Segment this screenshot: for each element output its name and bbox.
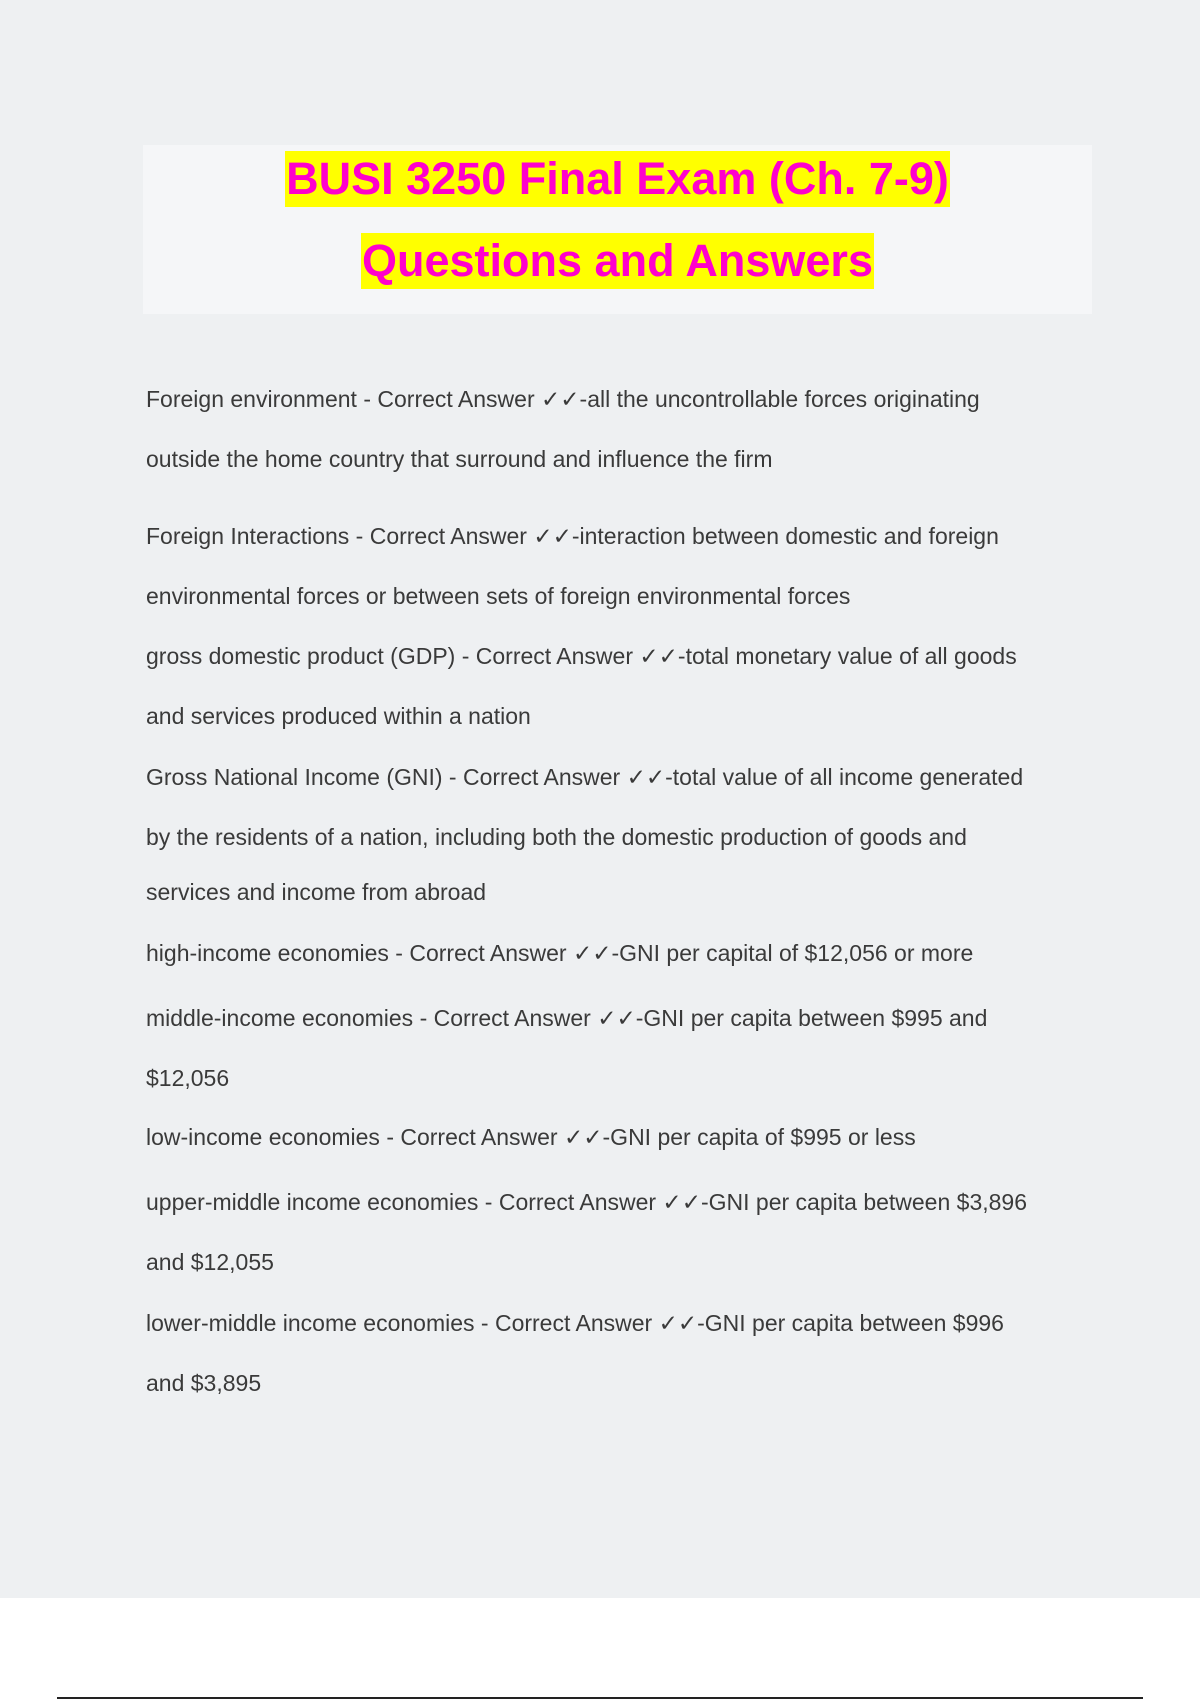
- qa-line: services and income from abroad: [146, 879, 487, 905]
- qa-line: environmental forces or between sets of foreign environmental forces: [146, 583, 851, 609]
- qa-line: and services produced within a nation: [146, 703, 531, 729]
- qa-line: by the residents of a nation, including both the domestic production of goods and: [146, 824, 967, 850]
- qa-line: and $12,055: [146, 1249, 274, 1275]
- qa-line: gross domestic product (GDP) - Correct Answer ✓✓-total monetary value of all goods: [146, 643, 1017, 669]
- document-title-line-2: Questions and Answers: [361, 233, 874, 289]
- qa-line: $12,056: [146, 1065, 230, 1091]
- document-title-line-1: BUSI 3250 Final Exam (Ch. 7-9): [285, 151, 950, 207]
- qa-line: Foreign environment - Correct Answer ✓✓-all the uncontrollable forces originating: [146, 386, 980, 412]
- title-block: [143, 145, 1092, 314]
- qa-line: lower-middle income economies - Correct Answer ✓✓-GNI per capita between $996: [146, 1310, 1004, 1336]
- qa-line: Foreign Interactions - Correct Answer ✓✓-interaction between domestic and foreign: [146, 523, 999, 549]
- qa-line: high-income economies - Correct Answer ✓✓-GNI per capital of $12,056 or more: [146, 940, 974, 966]
- qa-line: low-income economies - Correct Answer ✓✓-GNI per capita of $995 or less: [146, 1124, 916, 1150]
- qa-line: middle-income economies - Correct Answer ✓✓-GNI per capita between $995 and: [146, 1005, 988, 1031]
- qa-line: upper-middle income economies - Correct Answer ✓✓-GNI per capita between $3,896: [146, 1189, 1028, 1215]
- qa-line: and $3,895: [146, 1370, 262, 1396]
- qa-line: Gross National Income (GNI) - Correct Answer ✓✓-total value of all income generated: [146, 764, 1024, 790]
- page-divider: [57, 1697, 1143, 1699]
- qa-line: outside the home country that surround and influence the firm: [146, 446, 773, 472]
